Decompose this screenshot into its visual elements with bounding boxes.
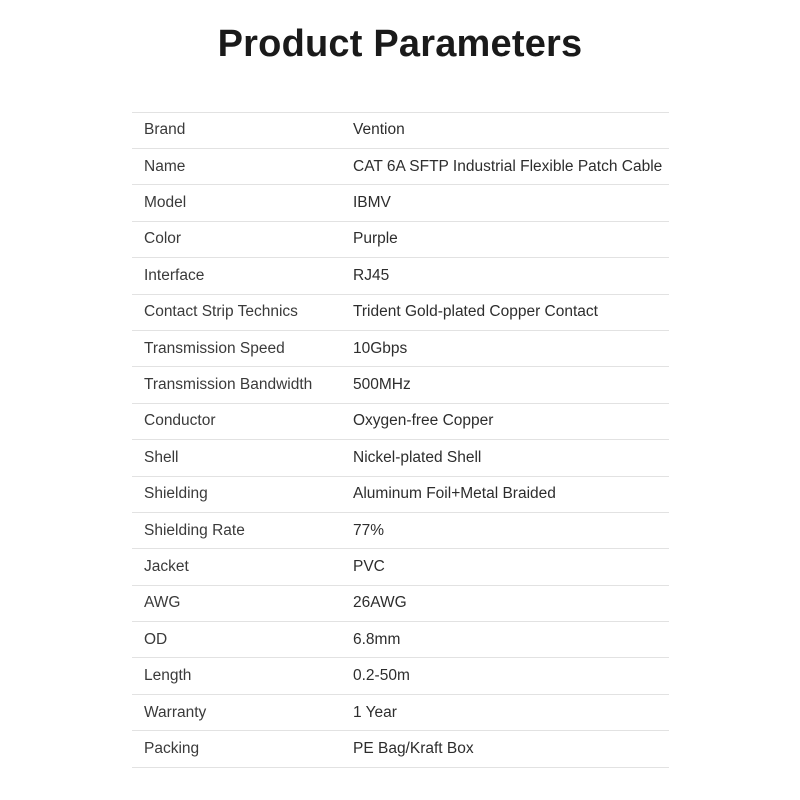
spec-value (349, 731, 669, 767)
specifications-table (132, 112, 669, 768)
spec-key: Shell (132, 440, 349, 476)
table-row (132, 294, 669, 330)
spec-value-text: 10Gbps (353, 339, 408, 357)
table-row (132, 367, 669, 403)
spec-value (349, 221, 669, 257)
spec-value (349, 585, 669, 621)
spec-value-text: Aluminum Foil+Metal Braided (353, 485, 556, 503)
spec-value (349, 330, 669, 366)
spec-value (349, 440, 669, 476)
spec-key: Conductor (132, 403, 349, 439)
spec-key: Transmission Speed (132, 330, 349, 366)
table-row (132, 258, 669, 294)
table-row (132, 221, 669, 257)
spec-value-text: 0.2-50m (353, 667, 410, 685)
spec-key: Color (132, 221, 349, 257)
spec-key: Warranty (132, 694, 349, 730)
table-row (132, 512, 669, 548)
spec-value-text: Purple (353, 230, 398, 248)
spec-key: Jacket (132, 549, 349, 585)
spec-value-text: PVC (353, 557, 385, 575)
spec-key: Brand (132, 112, 349, 148)
spec-value (349, 658, 669, 694)
specifications-table-body (132, 112, 669, 767)
spec-value (349, 549, 669, 585)
spec-key: Packing (132, 731, 349, 767)
table-row (132, 731, 669, 767)
page-title: Product Parameters (217, 23, 583, 65)
spec-value (349, 403, 669, 439)
spec-value (349, 622, 669, 658)
table-row (132, 440, 669, 476)
spec-value-text: Oxygen-free Copper (353, 412, 494, 430)
spec-key: Shielding (132, 476, 349, 512)
spec-key: Contact Strip Technics (132, 294, 349, 330)
spec-key: Length (132, 658, 349, 694)
table-row (132, 585, 669, 621)
table-row (132, 330, 669, 366)
spec-value (349, 258, 669, 294)
spec-value-text: Vention (353, 121, 405, 139)
table-row (132, 476, 669, 512)
spec-key: AWG (132, 585, 349, 621)
table-row (132, 148, 669, 184)
spec-key: Model (132, 185, 349, 221)
table-row (132, 549, 669, 585)
spec-value-text: 1 Year (353, 703, 397, 721)
spec-value-text: 500MHz (353, 376, 411, 394)
table-row (132, 694, 669, 730)
spec-key: Name (132, 148, 349, 184)
table-row (132, 658, 669, 694)
spec-value-text: Nickel-plated Shell (353, 448, 482, 466)
spec-value (349, 512, 669, 548)
spec-value-text: IBMV (353, 194, 391, 212)
spec-value (349, 148, 669, 184)
spec-value-text: CAT 6A SFTP Industrial Flexible Patch Cable (353, 157, 663, 175)
spec-value (349, 476, 669, 512)
spec-value-text: PE Bag/Kraft Box (353, 739, 474, 757)
spec-key: Shielding Rate (132, 512, 349, 548)
spec-key: Transmission Bandwidth (132, 367, 349, 403)
spec-value-text: 77% (353, 521, 385, 539)
spec-value-text: Trident Gold-plated Copper Contact (353, 303, 598, 321)
spec-value-text: 26AWG (353, 594, 407, 612)
table-row (132, 622, 669, 658)
spec-value-text: RJ45 (353, 266, 390, 284)
table-row (132, 112, 669, 148)
table-row (132, 403, 669, 439)
spec-value (349, 367, 669, 403)
spec-key: OD (132, 622, 349, 658)
spec-value-text: 6.8mm (353, 630, 401, 648)
spec-key: Interface (132, 258, 349, 294)
spec-value (349, 112, 669, 148)
spec-value (349, 185, 669, 221)
table-row (132, 185, 669, 221)
spec-value (349, 294, 669, 330)
spec-value (349, 694, 669, 730)
